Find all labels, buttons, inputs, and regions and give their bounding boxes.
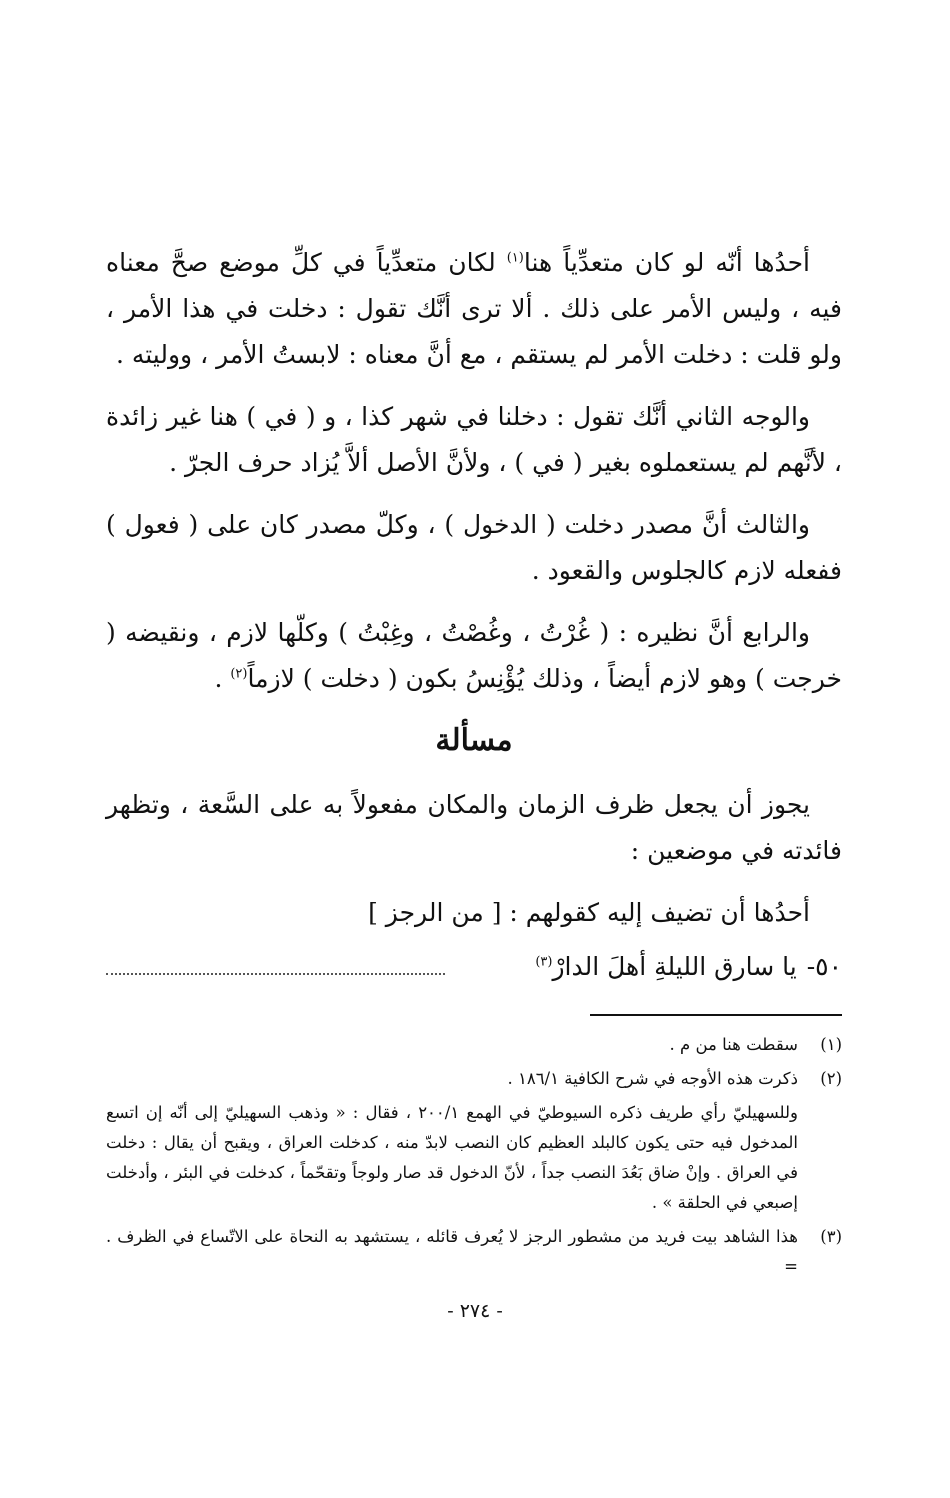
footnote-item bbox=[106, 1030, 842, 1060]
footnote-number: (٢) bbox=[820, 1069, 842, 1088]
footnote-number: (١) bbox=[820, 1035, 842, 1054]
paragraph-text: والرابع أنَّ نظيره : ( غُرْتُ ، وغُصْتُ ، وغِبْتُ ) وكلّها لازم ، ونقيضه ( خرجت ) وهو لازم أيضاً ، وذلك يُؤْنِسُ بكون ( دخلت ) لازماً bbox=[106, 618, 842, 693]
paragraph-fourth-reason bbox=[106, 610, 842, 702]
verse-hemistich bbox=[535, 944, 796, 990]
footnote-ref: (١) bbox=[506, 250, 524, 266]
footnote-item bbox=[106, 1064, 842, 1094]
footnote-number: (٣) bbox=[820, 1227, 842, 1246]
paragraph-text: والوجه الثاني أنَّك تقول : دخلنا في شهر كذا ، و ( في ) هنا غير زائدة ، لأنَّهم لم يستعملوه بغير ( في ) ، ولأنَّ الأصل ألاَّ يُزاد حرف الجرّ . bbox=[106, 402, 842, 477]
footnote-item bbox=[106, 1222, 842, 1282]
main-text bbox=[106, 240, 842, 990]
section-paragraph: يجوز أن يجعل ظرف الزمان والمكان مفعولاً به على السَّعة ، وتظهر فائدته في موضعين : bbox=[106, 790, 842, 865]
paragraph-text: والثالث أنَّ مصدر دخلت ( الدخول ) ، وكلّ مصدر كان على ( فعول ) ففعله لازم كالجلوس والقعود . bbox=[106, 510, 842, 585]
verse-intro: أحدُها أن تضيف إليه كقولهم : [ من الرجز ] bbox=[368, 898, 810, 927]
footnote-text: سقطت هنا من م . bbox=[669, 1035, 798, 1054]
footnote-separator bbox=[590, 1014, 842, 1016]
paragraph-second-reason bbox=[106, 394, 842, 486]
footnote-ref: (٣) bbox=[535, 954, 553, 970]
paragraph-third-reason bbox=[106, 502, 842, 594]
footnote-text: ذكرت هذه الأوجه في شرح الكافية ١٨٦/١ . bbox=[507, 1069, 798, 1088]
page-number: - ٢٧٤ - bbox=[447, 1300, 503, 1322]
paragraph-text: أحدُها أنّه لو كان متعدِّياً هنا bbox=[523, 248, 810, 277]
paragraph-text: . bbox=[214, 664, 231, 693]
footnote-text: هذا الشاهد بيت فريد من مشطور الرجز لا يُعرف قائله ، يستشهد به النحاة على الاتّساع في الظرف . = bbox=[106, 1227, 798, 1276]
paragraph-first-reason bbox=[106, 240, 842, 378]
section-heading: مسألة bbox=[435, 723, 513, 758]
footnote-continuation: وللسهيليّ رأي طريف ذكره السيوطيّ في الهمع ٢٠٠/١ ، فقال : « وذهب السهيليّ إلى أنّه إن اتسع المدخول فيه حتى يكون كالبلد العظيم كان النصب لابدّ منه ، كدخلت العراق ، ويقبح أن يقال : دخلت في العراق . وإنْ ضاق بَعُدَ النصب جداً ، لأنّ الدخول قد صار ولوجاً وتقحّماً ، كدخلت في البئر ، وأدخلت إصبعي في الحلقة » . bbox=[106, 1103, 798, 1212]
footnotes bbox=[106, 1030, 842, 1286]
verse-number: ٥٠- bbox=[806, 952, 842, 981]
verse-text: يا سارق الليلةِ أهلَ الدارْ bbox=[552, 952, 797, 981]
paragraph-text: لكان متعدِّياً في كلِّ موضع صحَّ معناه فيه ، وليس الأمر على ذلك . ألا ترى أنَّك تقول : دخلت في هذا الأمر ، ولو قلت : دخلت الأمر لم يستقم ، مع أنَّ معناه : لابستُ الأمر ، ووليته . bbox=[106, 248, 842, 369]
footnote-ref: (٢) bbox=[230, 666, 248, 682]
verse-dotted-leader bbox=[106, 963, 445, 975]
verse-line bbox=[106, 944, 842, 990]
